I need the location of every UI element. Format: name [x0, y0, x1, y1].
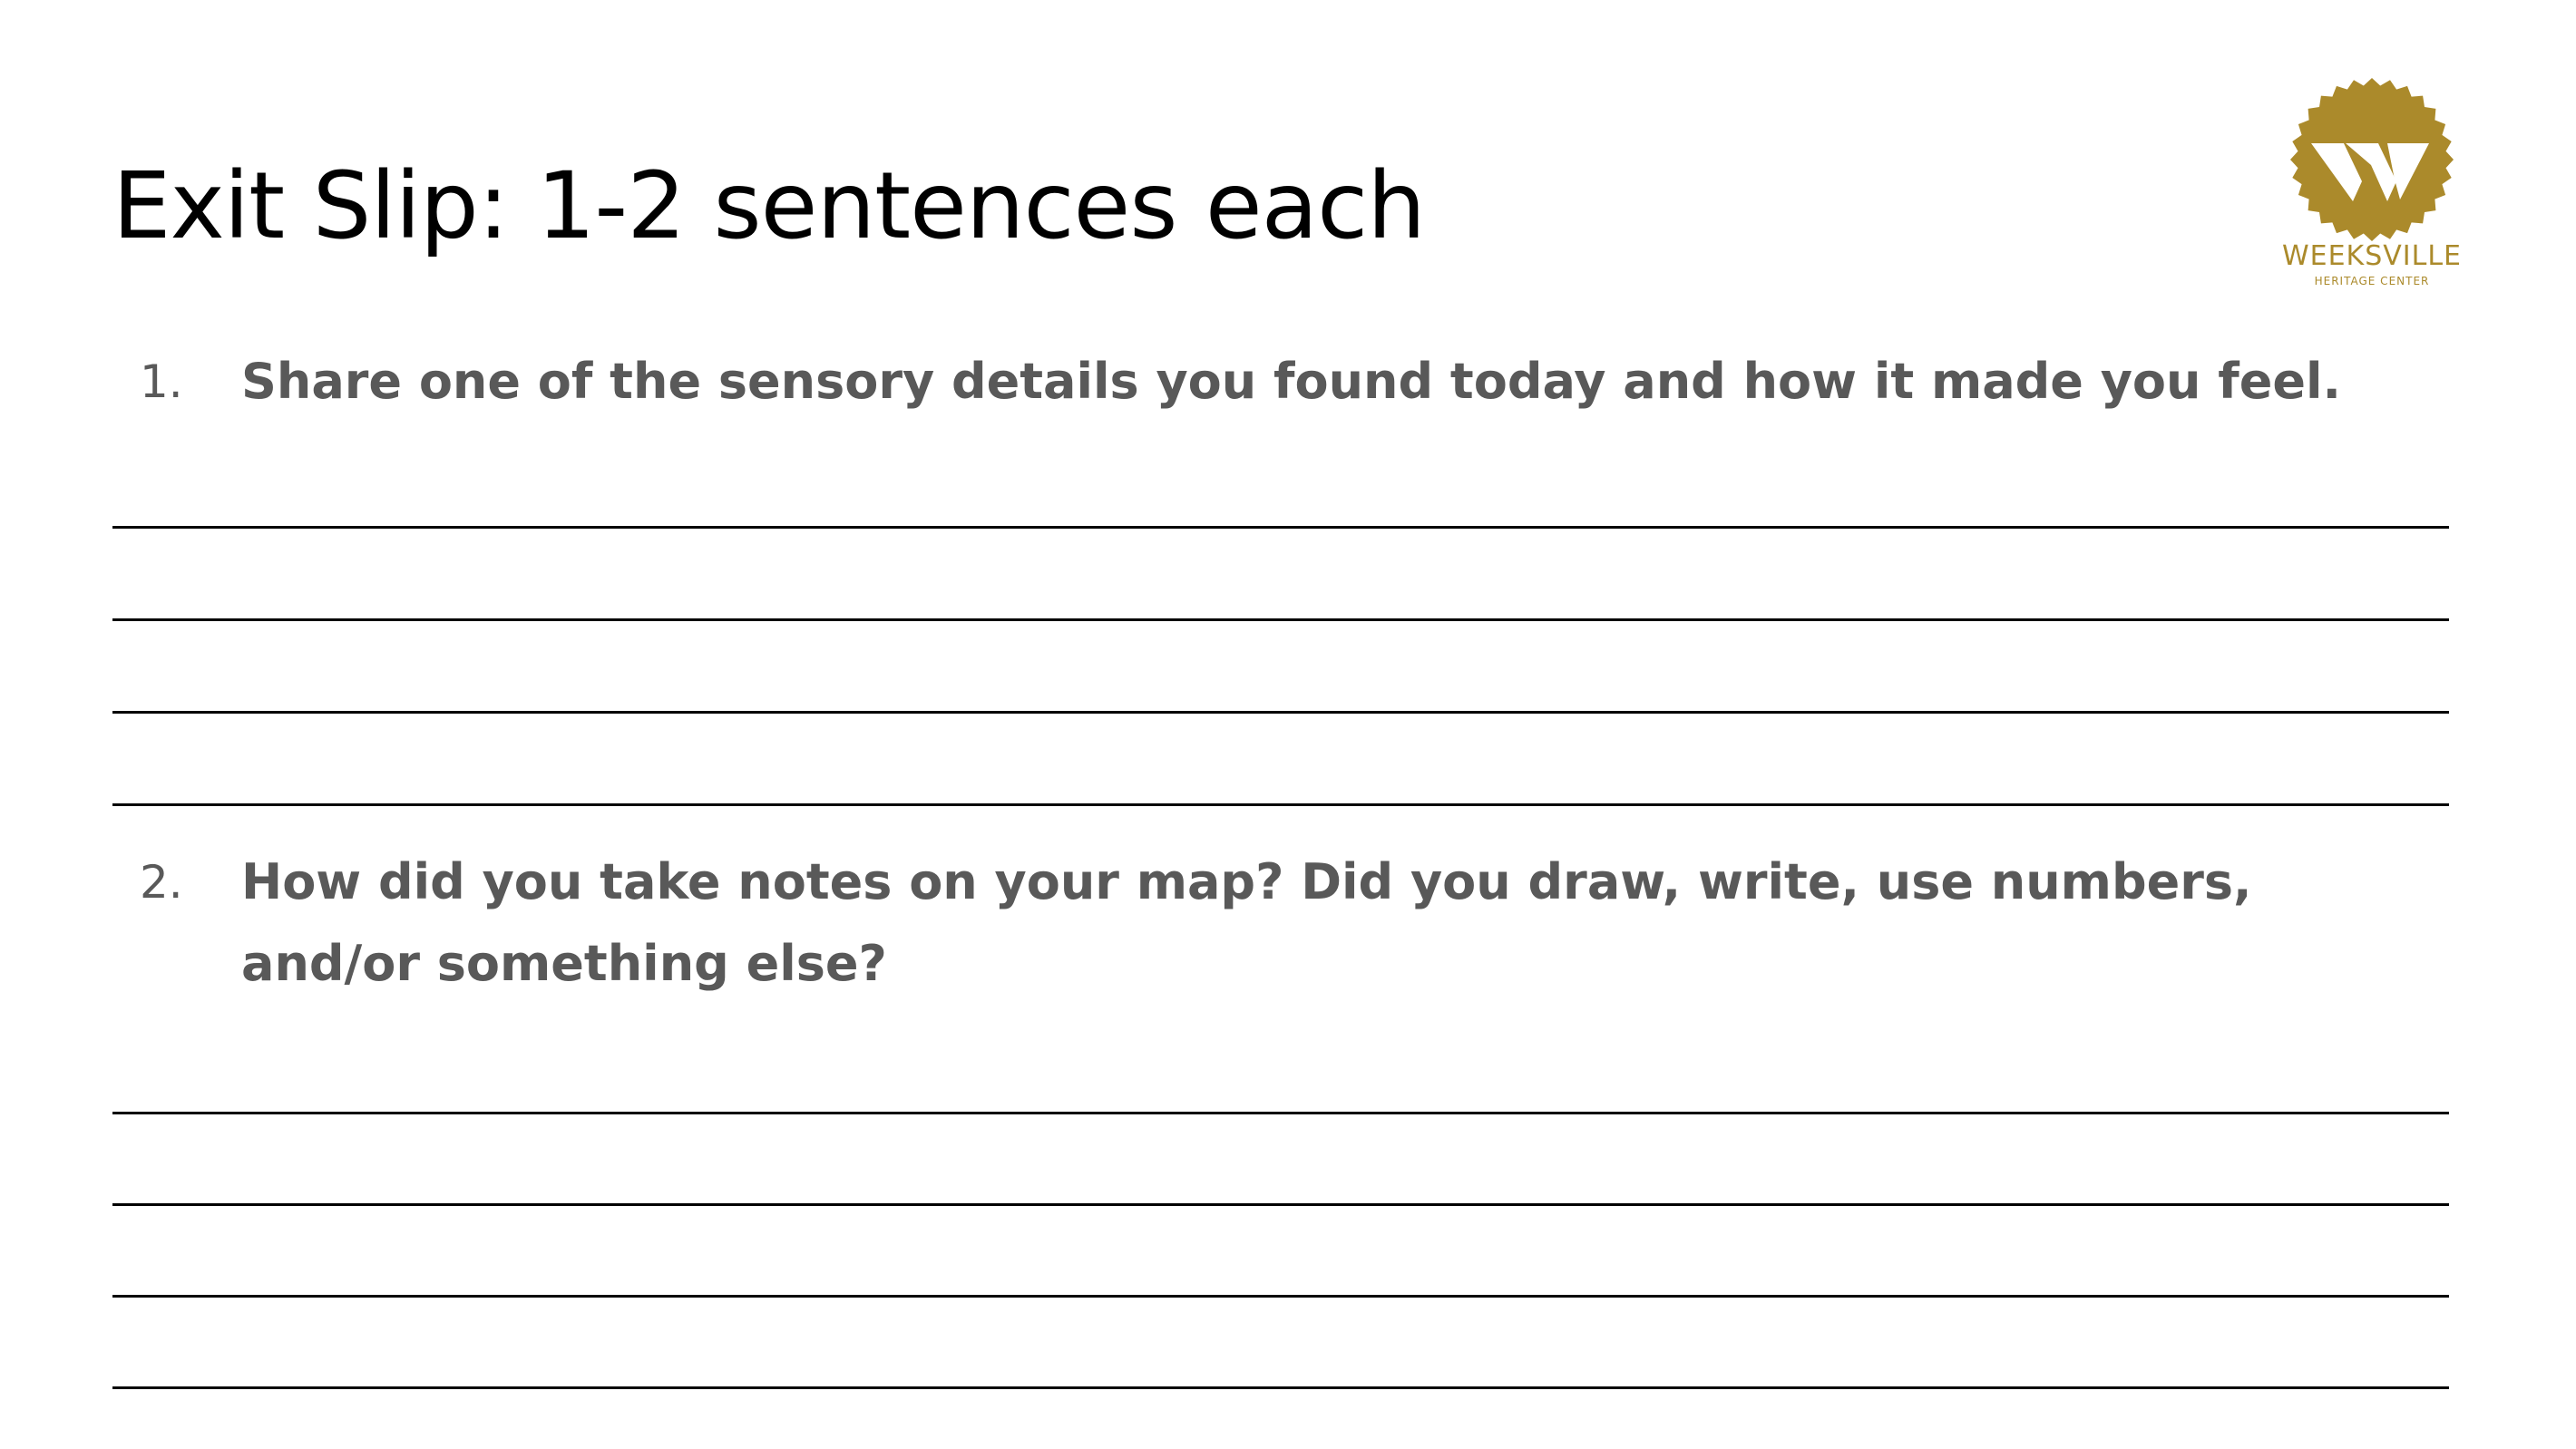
answer-line[interactable] [112, 526, 2449, 529]
page-title: Exit Slip: 1-2 sentences each [112, 152, 1425, 260]
question-number: 1. [140, 355, 183, 408]
answer-line[interactable] [112, 803, 2449, 806]
answer-line[interactable] [112, 711, 2449, 714]
answer-line[interactable] [112, 1112, 2449, 1114]
answer-line[interactable] [112, 1386, 2449, 1389]
answer-line[interactable] [112, 1295, 2449, 1298]
question-text: Share one of the sensory details you found today and how it made you feel. [241, 353, 2342, 410]
question-text: How did you take notes on your map? Did you draw, write, use numbers, and/or something else? [241, 853, 2252, 992]
answer-line[interactable] [112, 1203, 2449, 1206]
answer-line[interactable] [112, 618, 2449, 621]
logo-subtitle: HERITAGE CENTER [2314, 275, 2430, 287]
weeksville-w-seal-icon [2259, 71, 2485, 243]
question-number: 2. [140, 856, 183, 909]
weeksville-logo [2259, 71, 2485, 297]
logo-wordmark: WEEKSVILLE [2281, 240, 2463, 272]
